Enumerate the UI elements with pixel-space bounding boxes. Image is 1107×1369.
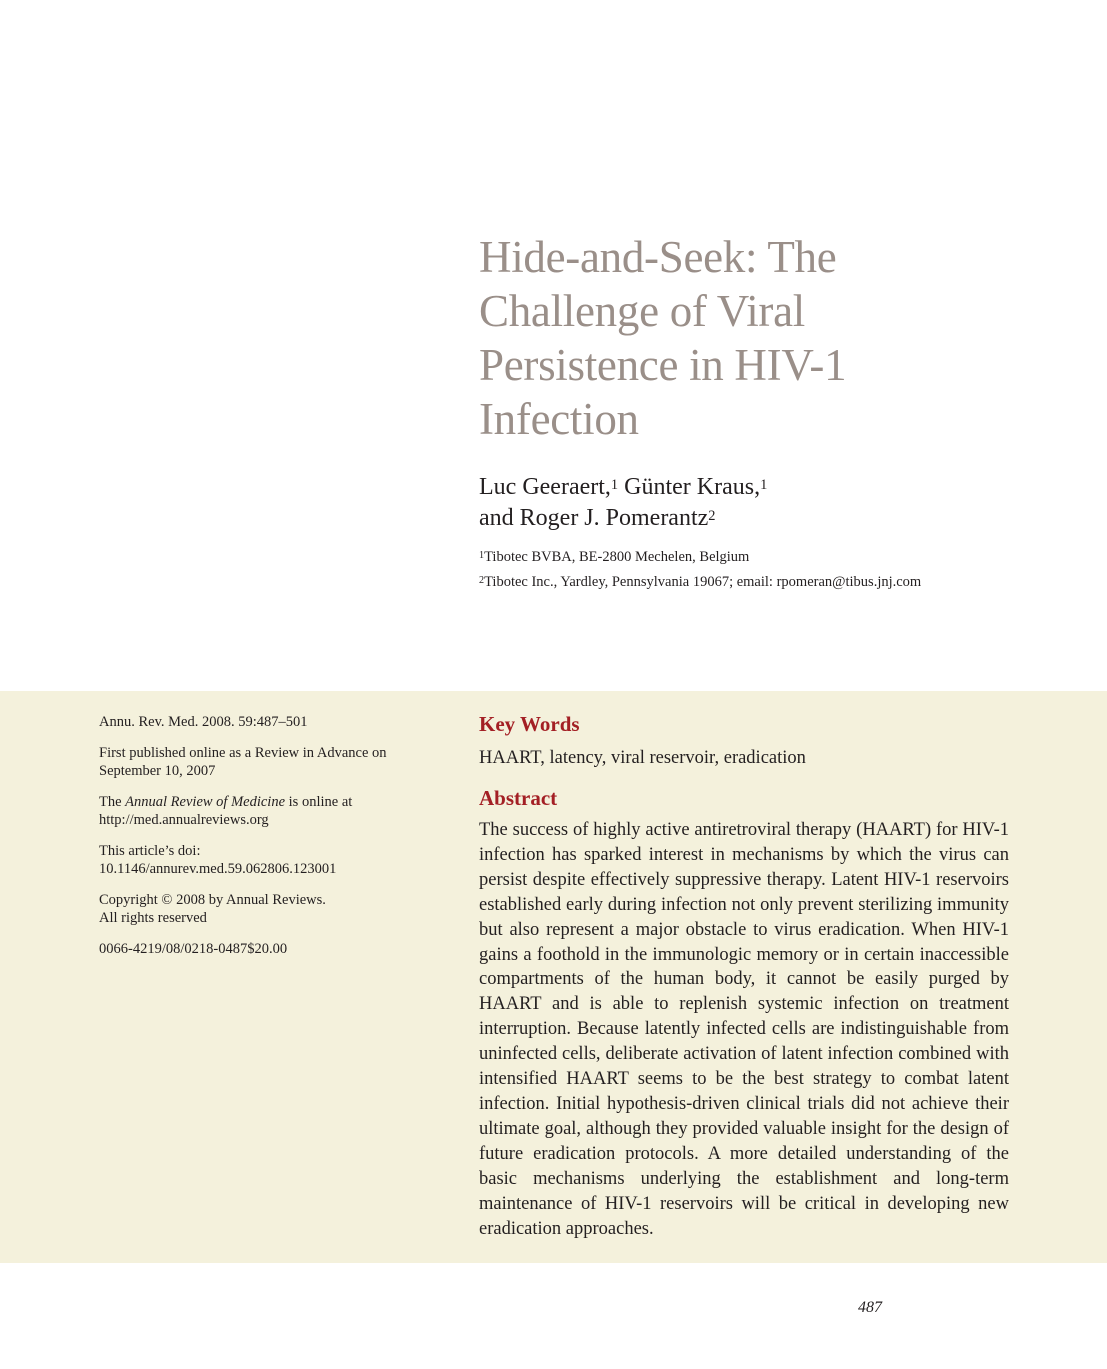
citation: Annu. Rev. Med. 2008. 59:487–501 — [99, 714, 308, 730]
affiliation-text: Tibotec BVBA, BE-2800 Mechelen, Belgium — [484, 549, 750, 565]
copyright-info — [99, 891, 439, 928]
article-title — [479, 230, 1039, 446]
title-line: Persistence in HIV-1 — [479, 340, 847, 390]
journal-online-info — [99, 793, 439, 830]
title-line: Hide-and-Seek: The — [479, 232, 837, 282]
issn-code: 0066-4219/08/0218-0487$20.00 — [99, 940, 288, 957]
affiliation-mark: 2 — [479, 575, 485, 586]
journal-name: Annual Review of Medicine — [125, 793, 286, 810]
copyright-text: Copyright © 2008 by Annual Reviews. — [99, 891, 326, 908]
online-suffix: is online at — [285, 793, 353, 810]
affiliation-mark: 2 — [708, 508, 716, 524]
rights-text: All rights reserved — [99, 910, 207, 926]
abstract-heading: Abstract — [479, 786, 558, 810]
affiliation-mark: 1 — [760, 477, 768, 493]
title-line: Challenge of Viral — [479, 286, 805, 336]
publication-info — [99, 744, 439, 781]
article-info-sidebar — [99, 713, 439, 958]
affiliation-mark: 1 — [479, 550, 485, 561]
title-line: Infection — [479, 394, 639, 444]
author-name: Günter Kraus, — [624, 474, 761, 500]
journal-url[interactable]: http://med.annualreviews.org — [99, 812, 269, 828]
doi-label: This article’s doi: — [99, 842, 201, 859]
affiliation-mark: 1 — [610, 477, 619, 493]
abstract-section — [479, 710, 1009, 1241]
published-date: September 10, 2007 — [99, 763, 216, 779]
abstract-text: The success of highly active antiretroviral therapy (HAART) for HIV-1 infection has sparked interest in mechanisms by which the virus can persist despite effectively suppressive therapy. Latent HIV-1 reservoirs established early during infection not only prevent sterilizing immunity but also represent a major obstacle to virus eradication. When HIV-1 gains a foothold in the immunologic memory or in certain inaccessible compartments of the human body, it cannot be easily purged by HAART and is able to replenish systemic infection on treatment interruption. Because latently infected cells are indistinguishable from uninfected cells, deliberate activation of latent infection combined with intensified HAART seems to be the best strategy to combat latent infection. Initial hypothesis-driven clinical trials did not achieve their ultimate goal, although they provided valuable insight for the design of future eradication protocols. A more detailed understanding of the basic mechanisms underlying the establishment and long-term maintenance of HIV-1 reservoirs will be critical in developing new eradication approaches. — [479, 820, 1009, 1239]
affiliation — [479, 573, 1079, 591]
author-line — [479, 503, 1039, 534]
author-line — [479, 472, 1039, 503]
doi-link[interactable]: 10.1146/annurev.med.59.062806.123001 — [99, 861, 337, 877]
online-prefix: The — [99, 793, 126, 810]
affiliation — [479, 548, 1079, 566]
published-line: First published online as a Review in Advance on — [99, 744, 387, 761]
page-number: 487 — [858, 1299, 882, 1316]
author-name: Luc Geeraert, — [479, 474, 611, 500]
affiliation-text: Tibotec Inc., Yardley, Pennsylvania 19067; email: rpomeran@tibus.jnj.com — [484, 574, 922, 590]
key-words-text: HAART, latency, viral reservoir, eradication — [479, 748, 806, 768]
author-list — [479, 472, 1039, 534]
doi-info — [99, 842, 439, 879]
key-words-heading: Key Words — [479, 712, 580, 736]
author-name: and Roger J. Pomerantz — [479, 505, 709, 531]
